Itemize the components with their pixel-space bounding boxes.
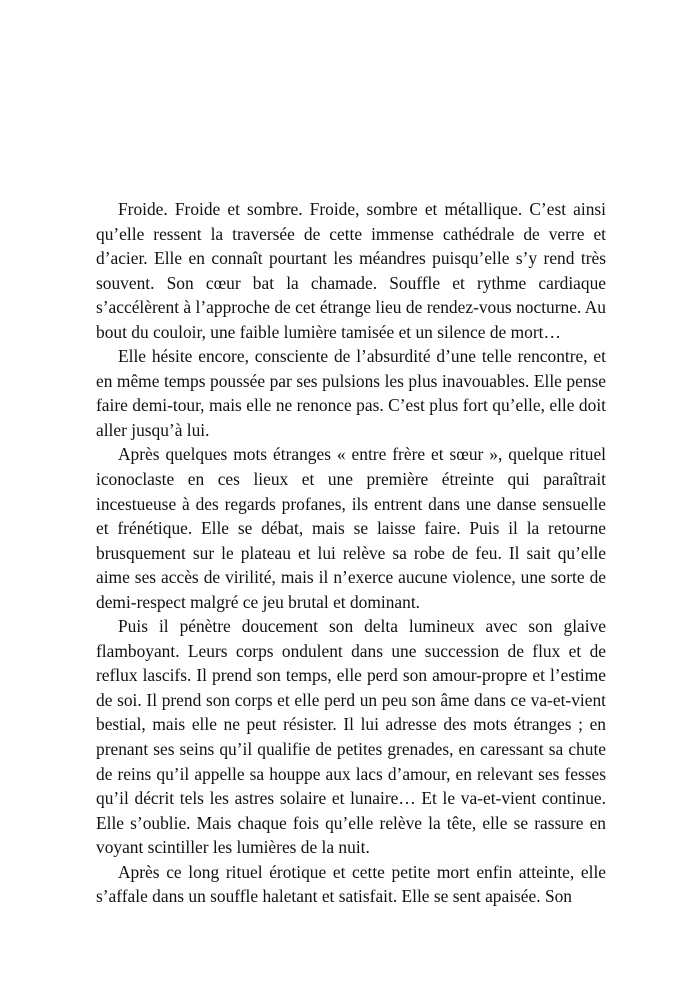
paragraph-1: Froide. Froide et sombre. Froide, sombre et métallique. C’est ainsi qu’elle ressent la traversée de cette immense cathédrale de verre et d’acier. Elle en connaît pourtant les méandres puisqu’elle s’y rend très souvent. Son cœur bat la chamade. Souffle et rythme cardiaque s’accélèrent à l’approche de cet étrange lieu de rendez-vous nocturne. Au bout du couloir, une faible lumière tamisée et un silence de mort… <box>96 199 606 342</box>
body-text <box>96 197 606 909</box>
paragraph-4: Puis il pénètre doucement son delta lumineux avec son glaive flamboyant. Leurs corps ondulent dans une succession de flux et de reflux lascifs. Il prend son temps, elle perd son amour-propre et l’estime de soi. Il prend son corps et elle perd un peu son âme dans ce va-et-vient bestial, mais elle ne peut résister. Il lui adresse des mots étranges ; en prenant ses seins qu’il qualifie de petites grenades, en caressant sa chute de reins qu’il appelle sa houppe aux lacs d’amour, en relevant ses fesses qu’il décrit tels les astres solaire et lunaire… Et le va-et-vient continue. Elle s’oublie. Mais chaque fois qu’elle relève la tête, elle se rassure en voyant scintiller les lumières de la nuit. <box>96 616 606 858</box>
paragraph-3: Après quelques mots étranges « entre frère et sœur », quelque rituel iconoclaste en ces lieux et une première étreinte qui paraîtrait incestueuse à des regards profanes, ils entrent dans une danse sensuelle et frénétique. Elle se débat, mais se laisse faire. Puis il la retourne brusquement sur le plateau et lui relève sa robe de feu. Il sait qu’elle aime ses accès de virilité, mais il n’exerce aucune violence, une sorte de demi-respect malgré ce jeu brutal et dominant. <box>96 444 606 612</box>
paragraph-5: Après ce long rituel érotique et cette petite mort enfin atteinte, elle s’affale dans un souffle haletant et satisfait. Elle se sent apaisée. Son <box>96 861 606 907</box>
paragraph-2: Elle hésite encore, consciente de l’absurdité d’une telle rencontre, et en même temps poussée par ses pulsions les plus inavouables. Elle pense faire demi-tour, mais elle ne renonce pas. C’est plus fort qu’elle, elle doit aller jusqu’à lui. <box>96 346 606 440</box>
